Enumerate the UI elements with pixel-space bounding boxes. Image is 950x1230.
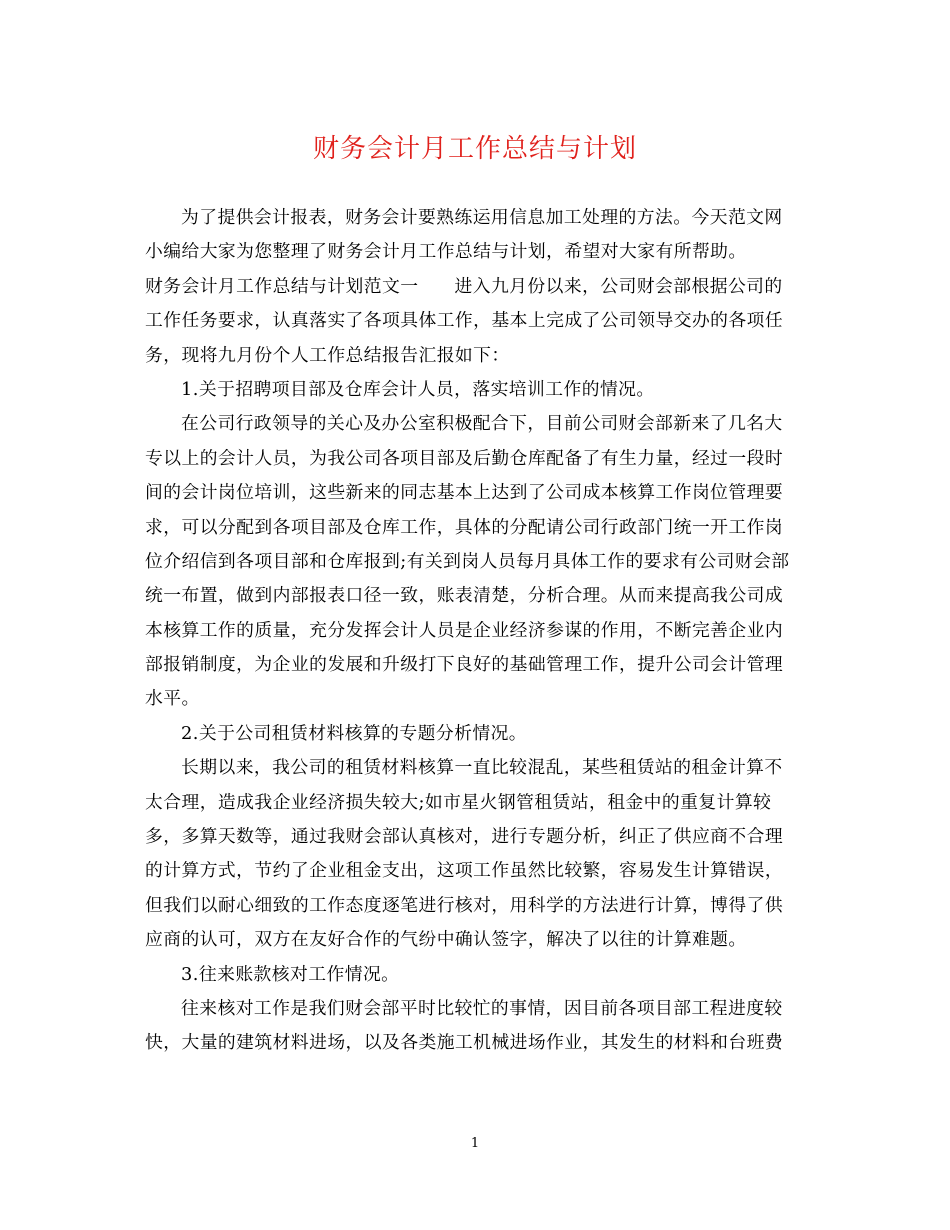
section-heading: 财务会计月工作总结与计划范文一 — [145, 275, 419, 297]
document-title: 财务会计月工作总结与计划 — [312, 134, 637, 164]
body-line: 长期以来，我公司的租赁材料核算一直比较混乱，某些租赁站的租金计算不 — [181, 757, 783, 779]
body-line: 多，多算天数等，通过我财会部认真核对，进行专题分析，纠正了供应商不合理 — [145, 826, 784, 848]
page-number: 1 — [470, 1136, 480, 1151]
body-line: 工作任务要求，认真落实了各项具体工作，基本上完成了公司领导交办的各项任 — [145, 310, 784, 332]
body-line: 的计算方式，节约了企业租金支出，这项工作虽然比较繁，容易发生计算错误， — [145, 860, 784, 882]
body-line: 求，可以分配到各项目部及仓库工作，具体的分配请公司行政部门统一开工作岗 — [145, 516, 784, 538]
body-line: 太合理，造成我企业经济损失较大;如市星火钢管租赁站，租金中的重复计算较 — [145, 791, 772, 813]
body-line: 间的会计岗位培训，这些新来的同志基本上达到了公司成本核算工作岗位管理要 — [145, 482, 784, 504]
body-line: 部报销制度，为企业的发展和升级打下良好的基础管理工作，提升公司会计管理 — [145, 654, 784, 676]
body-line: 统一布置，做到内部报表口径一致，账表清楚，分析合理。从而来提高我公司成 — [145, 585, 784, 607]
body-line: 专以上的会计人员，为我公司各项目部及后勤仓库配备了有生力量，经过一段时 — [145, 447, 784, 469]
document-body — [145, 201, 805, 1061]
numbered-heading: 3.往来账款核对工作情况。 — [181, 963, 400, 985]
body-line: 水平。 — [145, 688, 200, 710]
numbered-heading: 2.关于公司租赁材料核算的专题分析情况。 — [181, 722, 528, 744]
body-line: 往来核对工作是我们财会部平时比较忙的事情，因目前各项目部工程进度较 — [181, 997, 783, 1019]
body-text-fragment: 进入九月份以来，公司财会部根据公司的 — [454, 275, 783, 297]
body-line: 应商的认可，双方在友好合作的气纷中确认签字，解决了以往的计算难题。 — [145, 929, 747, 951]
body-line: 但我们以耐心细致的工作态度逐笔进行核对，用科学的方法进行计算，博得了供 — [145, 894, 784, 916]
body-line: 小编给大家为您整理了财务会计月工作总结与计划，希望对大家有所帮助。 — [145, 241, 747, 263]
body-line: 为了提供会计报表，财务会计要熟练运用信息加工处理的方法。今天范文网 — [181, 207, 783, 228]
body-line: 务，现将九月份个人工作总结报告汇报如下： — [145, 344, 510, 366]
numbered-heading: 1.关于招聘项目部及仓库会计人员，落实培训工作的情况。 — [181, 378, 655, 400]
body-line: 快，大量的建筑材料进场，以及各类施工机械进场作业，其发生的材料和台班费 — [145, 1032, 784, 1054]
body-line-combined — [145, 270, 805, 304]
body-line: 位介绍信到各项目部和仓库报到;有关到岗人员每月具体工作的要求有公司财会部 — [145, 550, 790, 572]
body-line: 在公司行政领导的关心及办公室积极配合下，目前公司财会部新来了几名大 — [181, 413, 783, 435]
body-line: 本核算工作的质量，充分发挥会计人员是企业经济参谋的作用，不断完善企业内 — [145, 619, 784, 641]
